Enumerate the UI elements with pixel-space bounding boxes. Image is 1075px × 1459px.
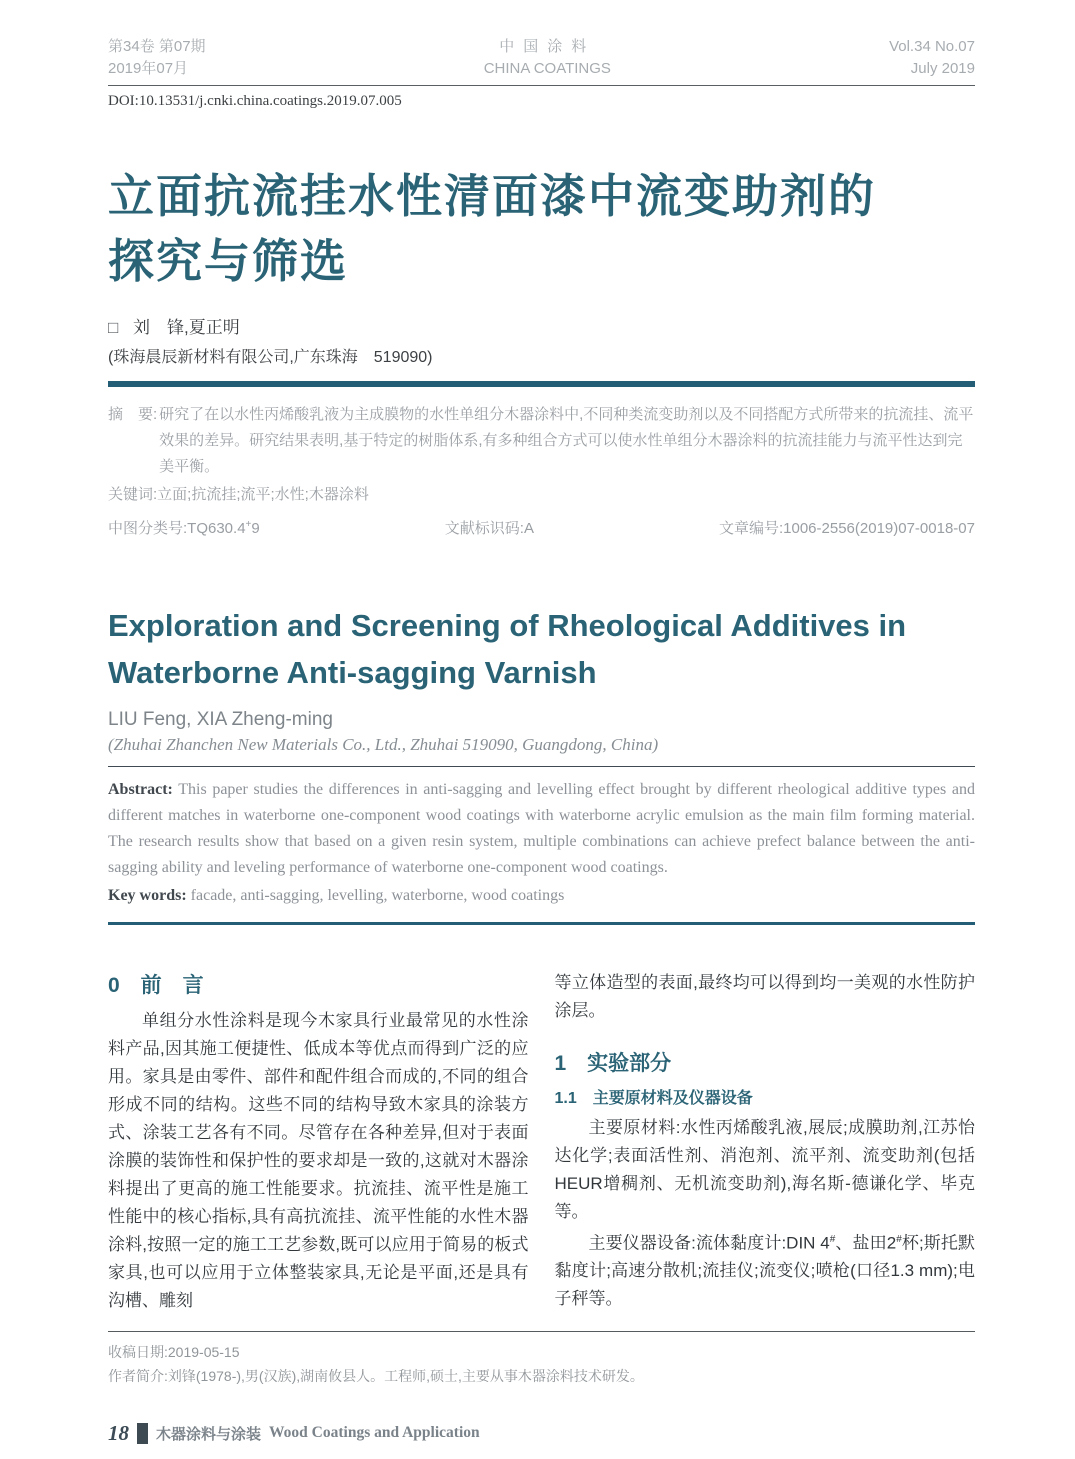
article-title-en xyxy=(108,602,975,696)
section-0-paragraph-continued: 等立体造型的表面,最终均可以得到均一美观的水性防护涂层。 xyxy=(554,972,975,1020)
masthead-issue-en xyxy=(889,36,975,80)
clc-code: TQ630.4 xyxy=(187,520,246,537)
header-divider xyxy=(108,85,975,86)
article-id-label: 文章编号: xyxy=(718,520,784,537)
keywords-cn-label: 关键词: xyxy=(108,485,158,503)
keywords-cn-row xyxy=(108,482,975,508)
journal-header xyxy=(108,36,975,110)
article-title-en-line2: Waterborne Anti-sagging Varnish xyxy=(108,655,597,691)
journal-masthead xyxy=(108,36,975,80)
article-id-value: 1006-2556(2019)07-0018-07 xyxy=(783,520,975,537)
cup2-superscript: # xyxy=(896,1233,902,1245)
instruments-text-3: 杯;斯托默黏度计;高速分散机;流挂仪;流变仪;喷枪(口径1.3 mm);电子秤等。 xyxy=(554,1233,975,1309)
body-column-right xyxy=(555,969,976,1315)
instruments-text-1: 主要仪器设备:流体黏度计:DIN 4 xyxy=(588,1233,830,1253)
doc-code-entry xyxy=(445,517,534,538)
footnotes xyxy=(108,1340,975,1389)
footer-section-en: Wood Coatings and Application xyxy=(269,1424,480,1442)
section-0-heading: 0 前 言 xyxy=(108,973,204,997)
page-number: 18 xyxy=(108,1420,129,1445)
page-footer xyxy=(108,1421,975,1446)
section-1-heading: 1 实验部分 xyxy=(554,1051,672,1075)
journal-name-cn: 中国涂料 xyxy=(499,38,596,55)
issue-date-en: July 2019 xyxy=(910,60,975,77)
masthead-journal-name xyxy=(484,36,611,80)
authors-cn: 刘 锋,夏正明 xyxy=(133,317,240,337)
section-1-1-heading: 1.1 主要原材料及仪器设备 xyxy=(554,1089,753,1107)
doi-line: DOI:10.13531/j.cnki.china.coatings.2019.07.005 xyxy=(108,93,402,109)
clc-label: 中图分类号: xyxy=(108,520,188,537)
footer-block-icon xyxy=(137,1423,148,1444)
abstract-cn-text: 研究了在以水性丙烯酸乳液为主成膜物的水性单组分木器涂料中,不同种类流变助剂以及不同搭配方式所带来的抗流挂、流平效果的差异。研究结果表明,基于特定的树脂体系,有多种组合方式可以使水性单组分木器涂料的抗流挂能力与流平性达到完美平衡。 xyxy=(159,405,974,475)
doc-code-value: A xyxy=(523,520,534,537)
clc-superscript: + xyxy=(245,519,252,530)
footnote-divider xyxy=(108,1331,975,1332)
body-column-left xyxy=(108,969,529,1315)
author-bio: 作者简介:刘锋(1978-),男(汉族),湖南攸县人。工程师,硕士,主要从事木器涂料技术研发。 xyxy=(108,1368,644,1385)
teal-rule-top xyxy=(108,381,975,387)
teal-rule-mid xyxy=(108,922,975,925)
article-body xyxy=(108,969,975,1315)
clc-tail: 9 xyxy=(251,520,260,537)
article-title-cn-line2: 探究与筛选 xyxy=(108,235,348,288)
affiliation-en: (Zhuhai Zhanchen New Materials Co., Ltd., Zhuhai 519090, Guangdong, China) xyxy=(108,735,975,767)
footer-section-cn: 木器涂料与涂装 xyxy=(156,1425,262,1443)
abstract-en-text: This paper studies the differences in anti-sagging and levelling effect brought by different rheological additive types and different matches in waterborne one-component wood coatings with waterborne acrylic emulsion as the main film forming material. The research results show that based on a given resin system, multiple combinations can achieve prefect balance between the anti-sagging ability and leveling performance of waterborne one-component wood coatings. xyxy=(108,781,975,876)
issue-date-cn: 2019年07月 xyxy=(108,60,189,77)
author-marker-icon: □ xyxy=(108,317,119,337)
article-title-en-line1: Exploration and Screening of Rheological Additives in xyxy=(108,608,907,643)
keywords-en-text: facade, anti-sagging, levelling, waterborne, wood coatings xyxy=(186,886,565,904)
section-1-1-paragraph-1: 主要原材料:水性丙烯酸乳液,展辰;成膜助剂,江苏怡达化学;表面活性剂、消泡剂、流平剂、流变助剂(包括HEUR增稠剂、无机流变助剂),海名斯-德谦化学、毕克等。 xyxy=(554,1117,975,1221)
abstract-en-label: Abstract: xyxy=(108,781,173,799)
affiliation-cn: (珠海晨辰新材料有限公司,广东珠海 519090) xyxy=(108,348,433,366)
abstract-en-block xyxy=(108,777,975,881)
abstract-cn-label: 摘 要: xyxy=(108,405,158,423)
keywords-cn-text: 立面;抗流挂;流平;水性;木器涂料 xyxy=(157,485,369,503)
article-id-entry xyxy=(719,517,975,538)
keywords-en-row xyxy=(108,883,975,909)
section-0-paragraph: 单组分水性涂料是现今木家具行业最常见的水性涂料产品,因其施工便捷性、低成本等优点而得到广泛的应用。家具是由零件、部件和配件组合而成的,不同的组合形成不同的结构。这些不同的结构导致木家具的涂装方式、涂装工艺各有不同。尽管存在各种差异,但对于表面涂膜的装饰性和保护性的要求却是一致的,这就对木器涂料提出了更高的施工性能要求。抗流挂、流平性是施工性能中的核心指标,具有高抗流挂、流平性能的水性木器涂料,按照一定的施工工艺参数,既可以应用于简易的板式家具,也可以应用于立体整装家具,无论是平面,还是具有沟槽、雕刻 xyxy=(108,1010,529,1310)
authors-en: LIU Feng, XIA Zheng-ming xyxy=(108,709,333,731)
article-title-cn-line1: 立面抗流挂水性清面漆中流变助剂的 xyxy=(108,170,876,222)
authors-cn-row xyxy=(108,313,975,338)
article-title-cn xyxy=(108,164,975,295)
classification-row xyxy=(108,517,975,538)
din4-superscript: # xyxy=(829,1233,836,1245)
journal-name-en: CHINA COATINGS xyxy=(483,60,611,77)
issue-volume-cn: 第34卷 第07期 xyxy=(108,38,206,55)
clc-entry xyxy=(108,517,260,538)
instruments-text-2: 、盐田2 xyxy=(835,1233,897,1253)
issue-volume-en: Vol.34 No.07 xyxy=(889,38,975,55)
section-1-1-paragraph-2 xyxy=(555,1226,976,1314)
doc-code-label: 文献标识码: xyxy=(444,520,524,537)
masthead-issue-cn xyxy=(108,36,206,80)
abstract-cn-block xyxy=(108,402,975,480)
received-date: 收稿日期:2019-05-15 xyxy=(108,1343,240,1360)
keywords-en-label: Key words: xyxy=(108,886,187,904)
